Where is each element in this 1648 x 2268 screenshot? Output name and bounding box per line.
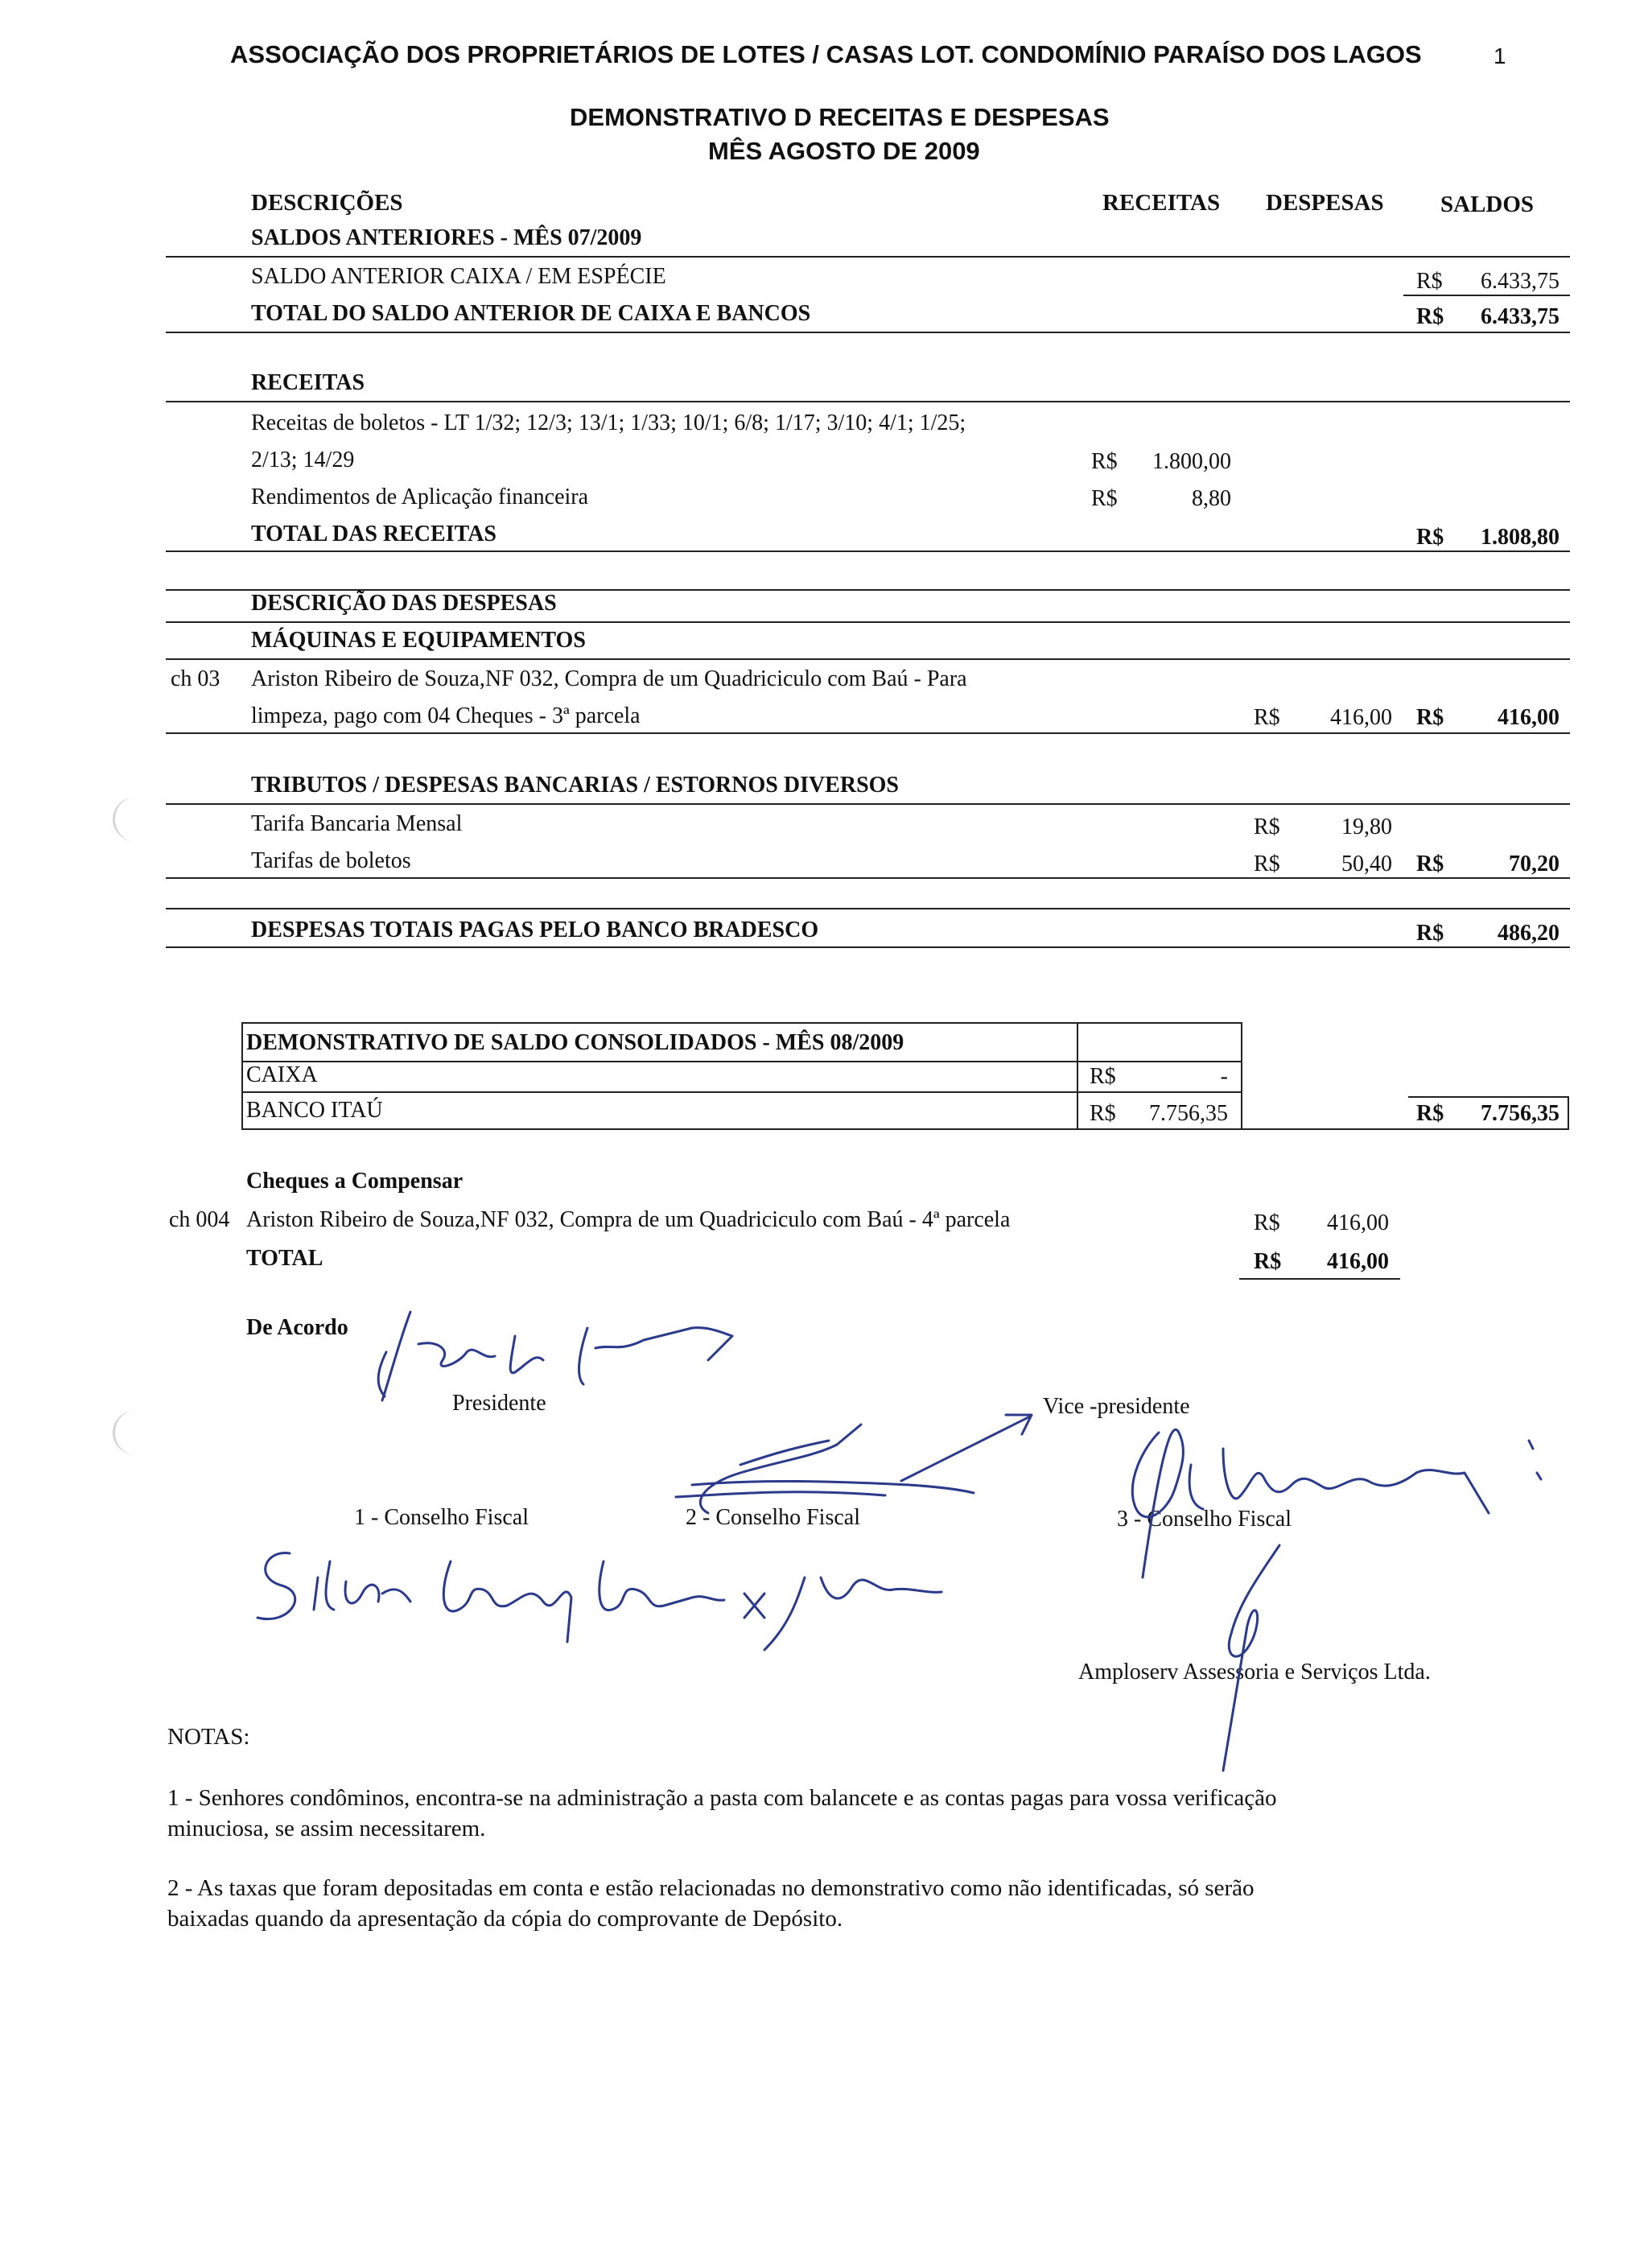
nota1-line1: 1 - Senhores condôminos, encontra-se na administração a pasta com balancete e as contas pagas para vossa verificação xyxy=(167,1785,1277,1811)
cheques-total-value: 416,00 xyxy=(1327,1249,1389,1274)
column-descricoes: DESCRIÇÕES xyxy=(251,190,403,216)
notas-heading: NOTAS: xyxy=(167,1724,250,1750)
maquinas-line1: Ariston Ribeiro de Souza,NF 032, Compra de um Quadriciculo com Baú - Para xyxy=(251,666,967,691)
maquinas-line2: limpeza, pago com 04 Cheques - 3ª parcela xyxy=(251,703,641,728)
consolidado-saldo-currency: R$ xyxy=(1416,1101,1444,1126)
saldo-total-value: 6.433,75 xyxy=(1481,304,1559,329)
tributos-total-currency: R$ xyxy=(1416,852,1444,876)
receitas-boletos-value: 1.800,00 xyxy=(1152,449,1231,474)
presidente-label: Presidente xyxy=(452,1391,546,1416)
tarifa-mensal-value: 19,80 xyxy=(1341,814,1392,839)
despesas-totais-currency: R$ xyxy=(1416,921,1444,946)
signature-vice-arrow xyxy=(893,1400,1046,1489)
saldo-total-label: TOTAL DO SALDO ANTERIOR DE CAIXA E BANCOS xyxy=(251,301,811,326)
divider xyxy=(166,803,1570,805)
maquinas-value: 416,00 xyxy=(1330,705,1392,730)
tributos-total: 70,20 xyxy=(1509,852,1559,876)
nota2-line1: 2 - As taxas que foram depositadas em conta e estão relacionadas no demonstrativo como não identificadas, só serão xyxy=(167,1875,1255,1901)
receitas-total-label: TOTAL DAS RECEITAS xyxy=(251,522,496,546)
receitas-heading: RECEITAS xyxy=(251,370,365,395)
despesas-heading: DESCRIÇÃO DAS DESPESAS xyxy=(251,591,557,616)
signature-amploserv xyxy=(1175,1537,1304,1779)
nota1-line2: minuciosa, se assim necessitarem. xyxy=(167,1816,486,1841)
maquinas-total: 416,00 xyxy=(1498,705,1559,730)
tarifa-boletos-value: 50,40 xyxy=(1341,852,1392,876)
conselho-1-label: 1 - Conselho Fiscal xyxy=(354,1505,529,1530)
despesas-totais-value: 486,20 xyxy=(1498,921,1559,946)
divider xyxy=(166,877,1570,879)
maquinas-total-currency: R$ xyxy=(1416,705,1444,730)
saldo-caixa-currency: R$ xyxy=(1416,269,1443,294)
receitas-total-value: 1.808,80 xyxy=(1481,525,1559,550)
consolidado-banco-value: 7.756,35 xyxy=(1149,1101,1228,1126)
consolidado-saldo-value: 7.756,35 xyxy=(1481,1101,1559,1126)
rendimentos-currency: R$ xyxy=(1091,486,1118,511)
conselho-3-label: 3 - Conselho Fiscal xyxy=(1117,1507,1292,1532)
divider xyxy=(166,551,1570,552)
conselho-2-label: 2 - Conselho Fiscal xyxy=(686,1505,860,1530)
divider xyxy=(166,946,1570,948)
consolidado-caixa-label: CAIXA xyxy=(246,1062,318,1087)
receitas-boletos-line2: 2/13; 14/29 xyxy=(251,447,355,472)
saldo-total-currency: R$ xyxy=(1416,304,1444,329)
divider xyxy=(166,256,1570,258)
divider xyxy=(166,908,1570,909)
column-receitas: RECEITAS xyxy=(1102,190,1221,216)
tarifa-boletos-label: Tarifas de boletos xyxy=(251,848,411,873)
divider xyxy=(1403,295,1570,296)
divider xyxy=(166,658,1570,660)
nota2-line2: baixadas quando da apresentação da cópia do comprovante de Depósito. xyxy=(167,1906,843,1932)
divider xyxy=(1239,1278,1400,1280)
de-acordo-label: De Acordo xyxy=(246,1315,348,1340)
punch-hole xyxy=(113,797,160,842)
receitas-boletos-currency: R$ xyxy=(1091,449,1118,474)
association-title: ASSOCIAÇÃO DOS PROPRIETÁRIOS DE LOTES / CASAS LOT. CONDOMÍNIO PARAÍSO DOS LAGOS xyxy=(230,40,1422,68)
maquinas-heading: MÁQUINAS E EQUIPAMENTOS xyxy=(251,628,586,653)
signature-presidente xyxy=(354,1296,772,1408)
vice-presidente-label: Vice -presidente xyxy=(1043,1394,1190,1419)
page-number: 1 xyxy=(1494,43,1506,68)
consolidado-caixa-currency: R$ xyxy=(1090,1064,1116,1089)
tarifa-mensal-currency: R$ xyxy=(1254,814,1280,839)
cheques-value: 416,00 xyxy=(1327,1210,1389,1235)
saldo-caixa-value: 6.433,75 xyxy=(1481,269,1559,294)
report-subtitle: MÊS AGOSTO DE 2009 xyxy=(708,137,980,165)
cheques-total-currency: R$ xyxy=(1254,1249,1282,1274)
tarifa-boletos-currency: R$ xyxy=(1254,852,1280,876)
maquinas-ref: ch 03 xyxy=(171,666,220,691)
divider xyxy=(166,732,1570,734)
amploserv-label: Amploserv Assessoria e Serviços Ltda. xyxy=(1078,1660,1431,1685)
despesas-totais-label: DESPESAS TOTAIS PAGAS PELO BANCO BRADESCO xyxy=(251,918,819,942)
consolidado-banco-currency: R$ xyxy=(1090,1101,1116,1126)
divider xyxy=(166,621,1570,623)
consolidado-banco-label: BANCO ITAÚ xyxy=(246,1098,383,1123)
rendimentos-value: 8,80 xyxy=(1192,486,1231,511)
rendimentos-label: Rendimentos de Aplicação financeira xyxy=(251,485,589,509)
report-title: DEMONSTRATIVO D RECEITAS E DESPESAS xyxy=(570,103,1110,131)
saldos-anteriores-heading: SALDOS ANTERIORES - MÊS 07/2009 xyxy=(251,225,642,250)
consolidado-heading: DEMONSTRATIVO DE SALDO CONSOLIDADOS - MÊS 08/2009 xyxy=(246,1030,904,1055)
receitas-total-currency: R$ xyxy=(1416,525,1444,550)
cheques-heading: Cheques a Compensar xyxy=(246,1169,464,1194)
cheques-description: Ariston Ribeiro de Souza,NF 032, Compra de um Quadriciculo com Baú - 4ª parcela xyxy=(246,1207,1011,1232)
saldo-caixa-label: SALDO ANTERIOR CAIXA / EM ESPÉCIE xyxy=(251,264,666,289)
punch-hole xyxy=(113,1410,160,1455)
signature-conselho-1 xyxy=(241,1529,950,1666)
tributos-heading: TRIBUTOS / DESPESAS BANCARIAS / ESTORNOS DIVERSOS xyxy=(251,773,899,798)
column-saldos: SALDOS xyxy=(1440,192,1535,217)
tarifa-mensal-label: Tarifa Bancaria Mensal xyxy=(251,811,463,836)
cheques-currency: R$ xyxy=(1254,1210,1280,1235)
cheques-ref: ch 004 xyxy=(169,1207,230,1232)
maquinas-currency: R$ xyxy=(1254,705,1280,730)
column-despesas: DESPESAS xyxy=(1266,190,1384,216)
cheques-total-label: TOTAL xyxy=(246,1246,323,1271)
consolidado-caixa-value: - xyxy=(1220,1064,1228,1089)
divider xyxy=(166,401,1570,402)
divider xyxy=(166,332,1570,333)
receitas-boletos-line1: Receitas de boletos - LT 1/32; 12/3; 13/1; 1/33; 10/1; 6/8; 1/17; 3/10; 4/1; 1/25; xyxy=(251,410,966,435)
